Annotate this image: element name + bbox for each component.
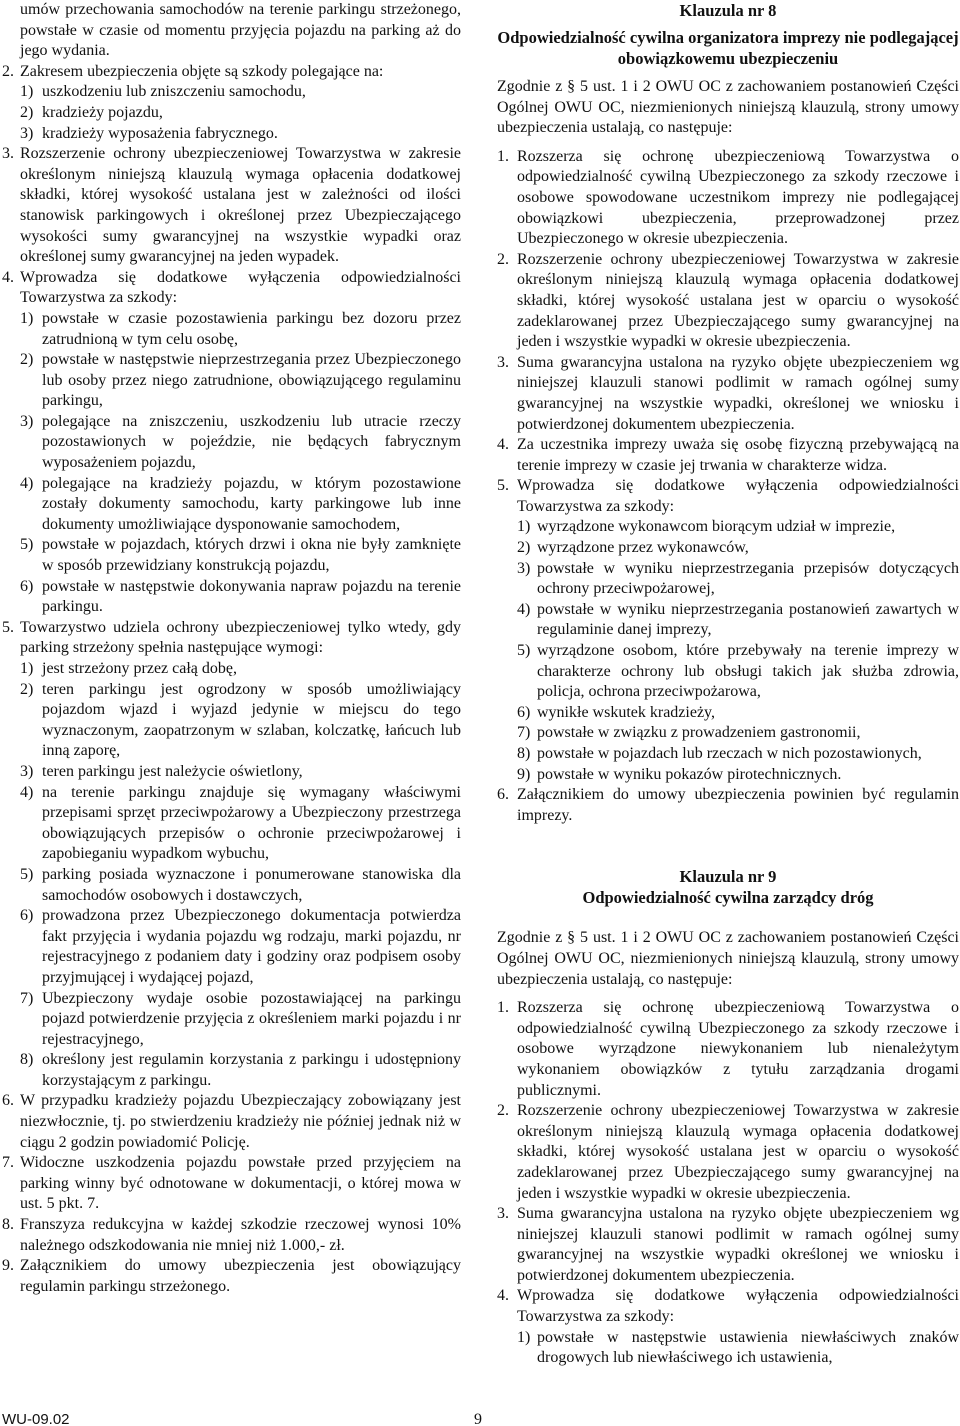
list-item-text: powstałe w pojazdach lub rzeczach w nich pozostawionych,	[537, 745, 922, 762]
list-item-text: parking posiada wyznaczone i ponumerowane stanowiska dla samochodów osobowych i dostawczych,	[42, 865, 461, 904]
right-column	[497, 0, 959, 1369]
section-number: 5.	[2, 618, 14, 636]
section-number: 2.	[497, 250, 509, 268]
section-number: 5.	[497, 477, 509, 495]
list-item-text: wynikłe wskutek kradzieży,	[537, 703, 716, 721]
section-number: 2.	[2, 62, 14, 80]
section-number: 2.	[497, 1102, 509, 1120]
list-item-number: 8)	[517, 745, 531, 762]
section-text: Rozszerzenie ochrony ubezpieczeniowej Towarzystwa w zakresie określonym niniejszą klauzulą wymaga opłacenia dodatkowej składki, której wysokość ustalana jest w zależności od ilości stanowisk parkingowych i określonej przez Ubezpieczającego wysokości sumy gwarancyjnej na wszystkie wypadki oraz określonej sumy gwarancyjnej na jeden wypadek.	[20, 145, 461, 266]
clause-8-section-3	[497, 353, 959, 435]
clause-8-section-1	[497, 147, 959, 250]
list-item-number: 3)	[20, 412, 34, 430]
list-item-number: 7)	[20, 989, 34, 1007]
list-item-text: polegające na kradzieży pojazdu, w którym pozostawione zostały dokumenty samochodu, karty parkingowe lub inne dokumenty umożliwiające dysponowanie samochodem,	[42, 474, 461, 533]
list-item-number: 6)	[20, 577, 34, 595]
list-item	[497, 723, 959, 744]
section-text: Zakresem ubezpieczenia objęte są szkody polegające na:	[20, 62, 384, 80]
section-number: 1.	[497, 147, 509, 165]
section-text: W przypadku kradzieży pojazdu Ubezpieczający zobowiązany jest niezwłocznie, tj. po stwierdzeniu kradzieży nie później jednak niż w ciągu 2 godzin powiadomić Policję.	[20, 1092, 461, 1151]
section-number: 4.	[497, 1287, 509, 1305]
section-text: Towarzystwo udziela ochrony ubezpieczeniowej tylko wtedy, gdy parking strzeżony spełnia następujące wymogi:	[20, 618, 461, 657]
clause-9-intro: Zgodnie z § 5 ust. 1 i 2 OWU OC z zachowaniem postanowień Części Ogólnej OWU OC, niezmienionych niniejszą klauzulą, strony umowy ubezpieczenia ustalają, co następuje:	[497, 929, 959, 988]
list-item-number: 2)	[20, 351, 34, 369]
list-item-number: 6)	[517, 703, 531, 721]
list-item-number: 3)	[517, 559, 531, 577]
section-text: Widoczne uszkodzenia pojazdu powstałe przed przyjęciem na parking winny być odnotowane w dokumentacji, o której mowa w ust. 5 pkt. 7.	[20, 1154, 461, 1213]
list-item-text: powstałe w pojazdach, których drzwi i okna nie były zamknięte w sposób przewidziany konstrukcją pojazdu,	[42, 536, 461, 575]
section-number: 3.	[497, 353, 509, 371]
clause-9-section-4-list	[497, 1328, 959, 1369]
list-item-text: wyrządzone przez wykonawców,	[537, 539, 749, 557]
section-text: Załącznikiem do umowy ubezpieczenia jest obowiązujący regulamin parkingu strzeżonego.	[20, 1257, 461, 1295]
section-2-list	[2, 82, 461, 144]
list-item	[497, 641, 959, 703]
section-text: Rozszerzenie ochrony ubezpieczeniowej Towarzystwa w zakresie określonym niniejszą klauzulą wymaga opłacenia dodatkowej składki, której wysokość ustalana jest w oparciu o wysokość zadeklarowanej przez Ubezpieczającego sumy gwarancyjnej na jeden i wszystkie wypadki w okresie ubezpieczenia.	[517, 1102, 959, 1202]
clause-9-title: Klauzula nr 9	[679, 867, 777, 887]
list-item	[2, 309, 461, 350]
section-6	[2, 1091, 461, 1153]
list-item	[2, 535, 461, 576]
clause-9-section-4	[497, 1286, 959, 1327]
list-item-text: powstałe w czasie pozostawienia parkingu bez dozoru przez zatrudnioną w tym celu osobę,	[42, 309, 461, 348]
section-text: Za uczestnika imprezy uważa się osobę fizyczną przebywającą na terenie imprezy w czasie jej trwania w charakterze widza.	[517, 436, 959, 474]
section-number: 6.	[2, 1092, 14, 1110]
list-item	[497, 538, 959, 559]
section-text: Suma gwarancyjna ustalona na ryzyko objęte ubezpieczeniem wg niniejszej klauzuli stanowi podlimit w ramach ogólnej sumy gwarancyjnej na wszystkie wypadki określonej we wniosku i potwierdzonej dokumentem ubezpieczenia.	[517, 1205, 959, 1284]
list-item-text: teren parkingu jest ogrodzony w sposób umożliwiający pojazdom wjazd i wyjazd jedynie w miejscu do tego wyznaczonym, zaopatrzonym w szlaban, kolczatkę, łańcuch lub inną zaporę,	[42, 680, 461, 760]
clause-8-section-5-list	[497, 517, 959, 785]
list-item-number: 5)	[20, 536, 34, 554]
list-item	[2, 103, 461, 124]
list-item-number: 2)	[517, 539, 531, 557]
list-item	[497, 600, 959, 641]
section-text: Wprowadza się dodatkowe wyłączenia odpowiedzialności Towarzystwa za szkody:	[20, 268, 461, 307]
list-item	[2, 906, 461, 988]
list-item	[2, 474, 461, 536]
list-item-text: powstałe w następstwie dokonywania napraw pojazdu na terenie parkingu.	[42, 577, 461, 616]
list-item-number: 4)	[517, 600, 531, 618]
section-number: 3.	[497, 1205, 509, 1223]
list-item	[497, 765, 959, 786]
list-item	[2, 82, 461, 103]
list-item	[2, 865, 461, 906]
list-item-number: 2)	[20, 103, 34, 121]
list-item-number: 3)	[20, 762, 34, 780]
section-7	[2, 1153, 461, 1215]
clause-9-section-2	[497, 1101, 959, 1204]
list-item-number: 1)	[20, 660, 34, 677]
intro-paragraph: umów przechowania samochodów na terenie parkingu strzeżonego, powstałe w czasie od momentu przyjęcia pojazdu na parking aż do jego wydania.	[20, 1, 461, 60]
list-item-text: na terenie parkingu znajduje się wymagany właściwymi przepisami sprzęt przeciwpożarowy a Ubezpieczony przestrzega obowiązujących przepisów o ochronie przeciwpożarowej i zapobieganiu wypadkom wybuchu,	[42, 783, 461, 863]
list-item-text: Ubezpieczony wydaje osobie pozostawiającej na parkingu pojazd potwierdzenie przyjęcia z określeniem marki pojazdu i nr rejestracyjnego,	[42, 989, 461, 1048]
clause-8-title: Klauzula nr 8	[679, 1, 777, 20]
section-5	[2, 618, 461, 659]
clause-8-section-2	[497, 250, 959, 353]
list-item-text: powstałe w wyniku pokazów pirotechnicznych.	[537, 765, 842, 783]
list-item-number: 2)	[20, 680, 34, 698]
section-4	[2, 268, 461, 309]
section-number: 8.	[2, 1216, 14, 1234]
section-text: Suma gwarancyjna ustalona na ryzyko objęte ubezpieczeniem wg niniejszej klauzuli stanowi podlimit w ramach ogólnej sumy gwarancyjnej na wszystkie wypadki, określonej we wniosku i potwierdzonej dokumentem ubezpieczenia.	[517, 353, 959, 433]
document-code: WU-09.02	[2, 1411, 70, 1426]
list-item-text: powstałe w wyniku nieprzestrzegania przepisów dotyczących ochrony przeciwpożarowej,	[537, 559, 959, 598]
list-item-number: 5)	[517, 642, 531, 660]
list-item	[2, 989, 461, 1051]
list-item	[497, 703, 959, 724]
list-item-number: 1)	[20, 83, 34, 101]
list-item-text: jest strzeżony przez całą dobę,	[42, 660, 238, 677]
section-number: 7.	[2, 1154, 14, 1172]
list-item-text: kradzieży pojazdu,	[42, 103, 163, 121]
section-text: Rozszerzenie ochrony ubezpieczeniowej Towarzystwa w zakresie określonym niniejszą klauzulą wymaga opłacenia dodatkowej składki, której wysokość ustalana jest w oparciu o wysokość zadeklarowanej przez Ubezpieczającego sumy gwarancyjnej na jeden i wszystkie wypadki w okresie ubezpieczenia.	[517, 250, 959, 351]
clause-8-section-6	[497, 785, 959, 826]
list-item-number: 9)	[517, 765, 531, 783]
section-number: 9.	[2, 1257, 14, 1275]
page-number: 9	[474, 1411, 482, 1426]
section-8	[2, 1215, 461, 1256]
section-9	[2, 1256, 461, 1297]
list-item-text: określony jest regulamin korzystania z parkingu i udostępniony korzystającym z parkingu.	[42, 1051, 461, 1089]
clause-9-subtitle: Odpowiedzialność cywilna zarządcy dróg	[582, 888, 874, 908]
list-item-number: 4)	[20, 783, 34, 801]
list-item-text: kradzieży wyposażenia fabrycznego.	[42, 124, 278, 142]
section-number: 1.	[497, 999, 509, 1017]
section-text: Wprowadza się dodatkowe wyłączenia odpowiedzialności Towarzystwa za szkody:	[517, 477, 959, 515]
list-item	[497, 559, 959, 600]
list-item-number: 7)	[517, 724, 531, 742]
list-item	[2, 1050, 461, 1091]
list-item-text: uszkodzeniu lub zniszczeniu samochodu,	[42, 83, 306, 101]
section-number: 6.	[497, 786, 509, 804]
list-item-text: wyrządzone osobom, które przebywały na terenie imprezy w charakterze ochrony lub obsługi takich jak służba zdrowia, policja, ochrona przeciwpożarowa,	[537, 642, 959, 701]
section-text: Rozszerza się ochronę ubezpieczeniową Towarzystwa o odpowiedzialność cywilną Ubezpieczonego za szkody rzeczowe i osobowe spowodowane uczestnikom imprezy nie podlegającej obowiązkowi ubezpieczenia, przeprowadzonej przez Ubezpieczonego w okresie ubezpieczenia.	[517, 147, 959, 248]
list-item-text: powstałe w wyniku nieprzestrzegania postanowień zawartych w regulaminie danej imprezy,	[537, 600, 959, 639]
list-item-number: 1)	[517, 518, 531, 536]
list-item-text: wyrządzone wykonawcom biorącym udział w imprezie,	[537, 518, 896, 536]
section-number: 4.	[2, 268, 14, 286]
list-item-number: 4)	[20, 474, 34, 492]
list-item	[497, 517, 959, 538]
clause-8-intro: Zgodnie z § 5 ust. 1 i 2 OWU OC z zachowaniem postanowień Części Ogólnej OWU OC, niezmienionych niniejszą klauzulą, strony umowy ubezpieczenia ustalają, co następuje:	[497, 78, 959, 137]
list-item-text: prowadzona przez Ubezpieczonego dokumentacja potwierdza fakt przyjęcia i wydania pojazdu wg rodzaju, marki pojazdu, nr rejestracyjnego z podaniem daty i godziny oraz podpisem osoby przyjmującej i wydającej pojazd,	[42, 907, 461, 986]
list-item-text: polegające na zniszczeniu, uszkodzeniu lub utracie rzeczy pozostawionych w pojeździe, nie będących fabrycznym wyposażeniem pojazdu,	[42, 412, 461, 472]
list-item-number: 5)	[20, 865, 34, 883]
section-text: Franszyza redukcyjna w każdej szkodzie rzeczowej wynosi 10% należnego odszkodowania nie mniej niż 1.000,- zł.	[20, 1216, 461, 1254]
section-text: Rozszerza się ochronę ubezpieczeniową Towarzystwa o odpowiedzialność cywilną Ubezpieczonego za szkody rzeczowe i osobowe wyrządzone niewykonaniem lub nienależytym wykonaniem obowiązków z tytułu zarządzania drogami publicznymi.	[517, 999, 959, 1099]
section-text: Załącznikiem do umowy ubezpieczenia powinien być regulamin imprezy.	[517, 786, 959, 824]
list-item-text: powstałe w związku z prowadzeniem gastronomii,	[537, 724, 861, 742]
list-item-number: 8)	[20, 1051, 34, 1069]
clause-9-section-3	[497, 1204, 959, 1286]
list-item	[2, 659, 461, 680]
section-2	[2, 62, 461, 83]
clause-8-subtitle: Odpowiedzialność cywilna organizatora imprezy nie podlegającej obowiązkowemu ubezpieczeniu	[497, 28, 959, 68]
list-item-number: 1)	[20, 309, 34, 327]
section-3	[2, 144, 461, 268]
list-item	[497, 1328, 959, 1369]
list-item	[2, 577, 461, 618]
list-item	[2, 412, 461, 474]
clause-8-section-5	[497, 476, 959, 517]
list-item-text: powstałe w następstwie ustawienia niewłaściwych znaków drogowych lub niewłaściwego ich ustawienia,	[537, 1328, 959, 1367]
list-item-number: 6)	[20, 907, 34, 925]
list-item	[2, 124, 461, 145]
section-4-list	[2, 309, 461, 618]
list-item-text: teren parkingu jest należycie oświetlony,	[42, 762, 303, 780]
list-item-text: powstałe w następstwie nieprzestrzegania przez Ubezpieczonego lub osoby przez niego zatrudnione, obowiązującego regulaminu parkingu,	[42, 351, 461, 410]
clause-8-section-4	[497, 435, 959, 476]
list-item	[2, 350, 461, 412]
section-number: 4.	[497, 436, 509, 454]
list-item	[2, 783, 461, 865]
section-number: 3.	[2, 145, 14, 163]
section-5-list	[2, 659, 461, 1091]
list-item-number: 3)	[20, 124, 34, 142]
left-column	[2, 0, 461, 1297]
section-text: Wprowadza się dodatkowe wyłączenia odpowiedzialności Towarzystwa za szkody:	[517, 1287, 959, 1326]
list-item	[2, 762, 461, 783]
list-item	[2, 680, 461, 762]
list-item	[497, 744, 959, 765]
clause-9-section-1	[497, 998, 959, 1101]
list-item-number: 1)	[517, 1328, 531, 1346]
